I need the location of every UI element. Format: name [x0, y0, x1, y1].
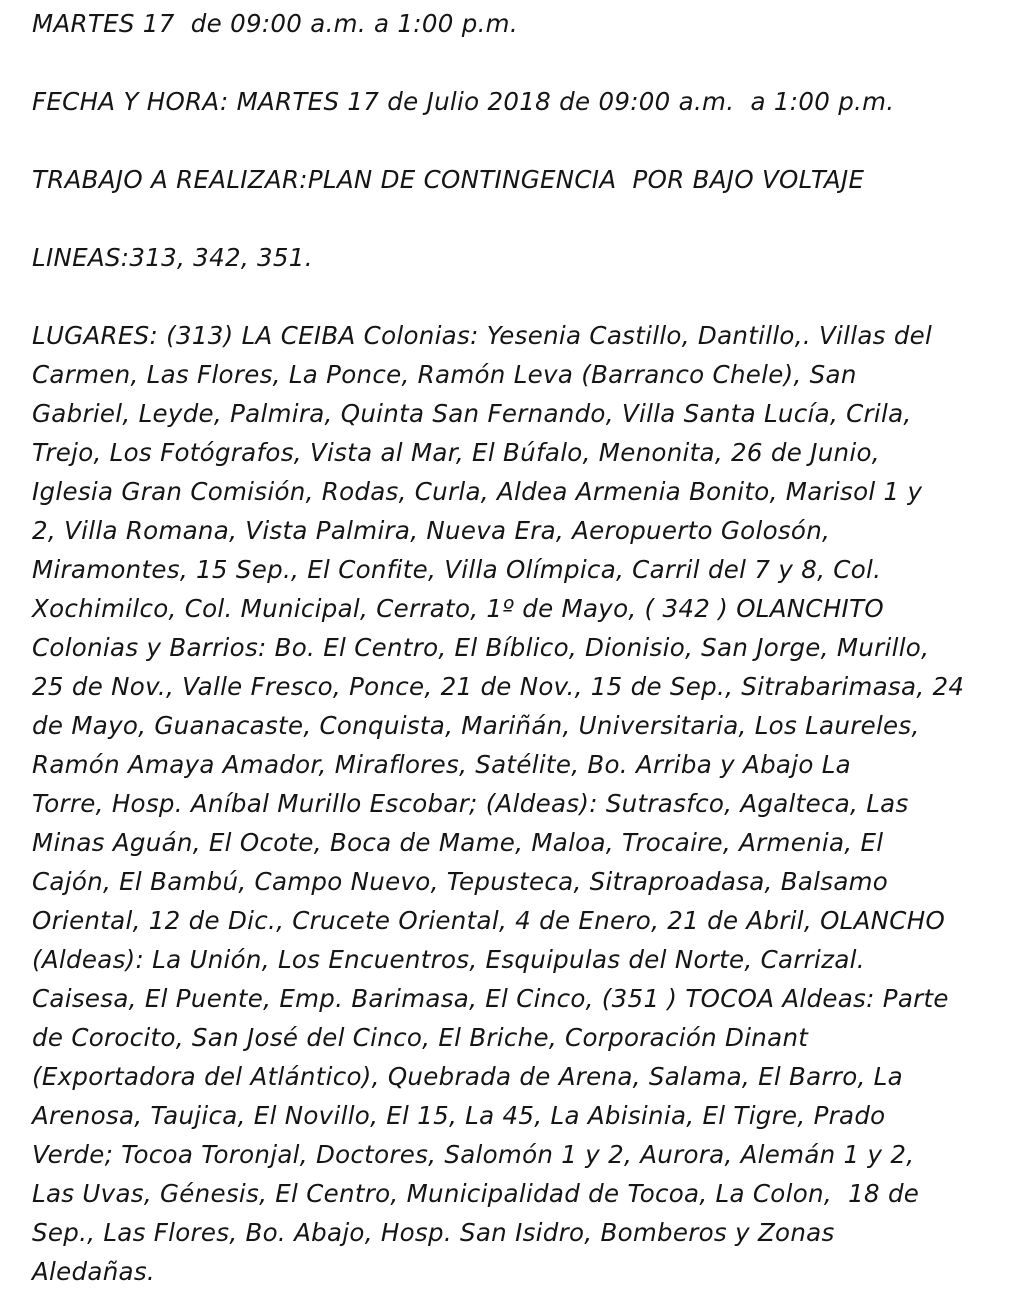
lugares-line: Verde; Tocoa Toronjal, Doctores, Salomón 1 y 2, Aurora, Alemán 1 y 2, — [32, 1140, 915, 1169]
lugares-line: Las Uvas, Génesis, El Centro, Municipalidad de Tocoa, La Colon, 18 de — [32, 1179, 920, 1208]
lineas: LINEAS:313, 342, 351. — [32, 243, 313, 272]
lugares-line: Minas Aguán, El Ocote, Boca de Mame, Maloa, Trocaire, Armenia, El — [32, 828, 884, 857]
lugares-line: Trejo, Los Fotógrafos, Vista al Mar, El Búfalo, Menonita, 26 de Junio, — [32, 438, 880, 467]
lugares-line: Sep., Las Flores, Bo. Abajo, Hosp. San Isidro, Bomberos y Zonas — [32, 1218, 835, 1247]
lugares-line: de Mayo, Guanacaste, Conquista, Mariñán, Universitaria, Los Laureles, — [32, 711, 920, 740]
header-line: MARTES 17 de 09:00 a.m. a 1:00 p.m. — [32, 9, 518, 38]
lugares-line: LUGARES: (313) LA CEIBA Colonias: Yesenia Castillo, Dantillo,. Villas del — [32, 321, 933, 350]
lugares-line: 2, Villa Romana, Vista Palmira, Nueva Era, Aeropuerto Golosón, — [32, 516, 831, 545]
outage-notice — [32, 0, 1007, 1291]
lugares-line: Caisesa, El Puente, Emp. Barimasa, El Cinco, (351 ) TOCOA Aldeas: Parte — [32, 984, 949, 1013]
lugares-line: Miramontes, 15 Sep., El Confite, Villa Olímpica, Carril del 7 y 8, Col. — [32, 555, 882, 584]
lugares-line: Aledañas. — [32, 1257, 155, 1286]
lugares-line: 25 de Nov., Valle Fresco, Ponce, 21 de Nov., 15 de Sep., Sitrabarimasa, 24 — [32, 672, 965, 701]
lugares-line: Arenosa, Taujica, El Novillo, El 15, La 45, La Abisinia, El Tigre, Prado — [32, 1101, 886, 1130]
lugares-line: Iglesia Gran Comisión, Rodas, Curla, Aldea Armenia Bonito, Marisol 1 y — [32, 477, 923, 506]
lugares-line: Colonias y Barrios: Bo. El Centro, El Bíblico, Dionisio, San Jorge, Murillo, — [32, 633, 930, 662]
fecha-hora: FECHA Y HORA: MARTES 17 de Julio 2018 de 09:00 a.m. a 1:00 p.m. — [32, 87, 895, 116]
lugares-line: Oriental, 12 de Dic., Crucete Oriental, 4 de Enero, 21 de Abril, OLANCHO — [32, 906, 946, 935]
lugares-line: Torre, Hosp. Aníbal Murillo Escobar; (Aldeas): Sutrasfco, Agalteca, Las — [32, 789, 909, 818]
lugares-line: Xochimilco, Col. Municipal, Cerrato, 1º de Mayo, ( 342 ) OLANCHITO — [32, 594, 884, 623]
lugares-line: (Aldeas): La Unión, Los Encuentros, Esquipulas del Norte, Carrizal. — [32, 945, 865, 974]
trabajo-a-realizar: TRABAJO A REALIZAR:PLAN DE CONTINGENCIA POR BAJO VOLTAJE — [32, 165, 865, 194]
lugares-line: Carmen, Las Flores, La Ponce, Ramón Leva (Barranco Chele), San — [32, 360, 857, 389]
lugares-paragraph — [32, 316, 1007, 1291]
lugares-line: (Exportadora del Atlántico), Quebrada de Arena, Salama, El Barro, La — [32, 1062, 903, 1091]
lugares-line: de Corocito, San José del Cinco, El Briche, Corporación Dinant — [32, 1023, 809, 1052]
lugares-line: Gabriel, Leyde, Palmira, Quinta San Fernando, Villa Santa Lucía, Crila, — [32, 399, 912, 428]
lugares-line: Ramón Amaya Amador, Miraflores, Satélite, Bo. Arriba y Abajo La — [32, 750, 851, 779]
lugares-line: Cajón, El Bambú, Campo Nuevo, Tepusteca, Sitraproadasa, Balsamo — [32, 867, 889, 896]
